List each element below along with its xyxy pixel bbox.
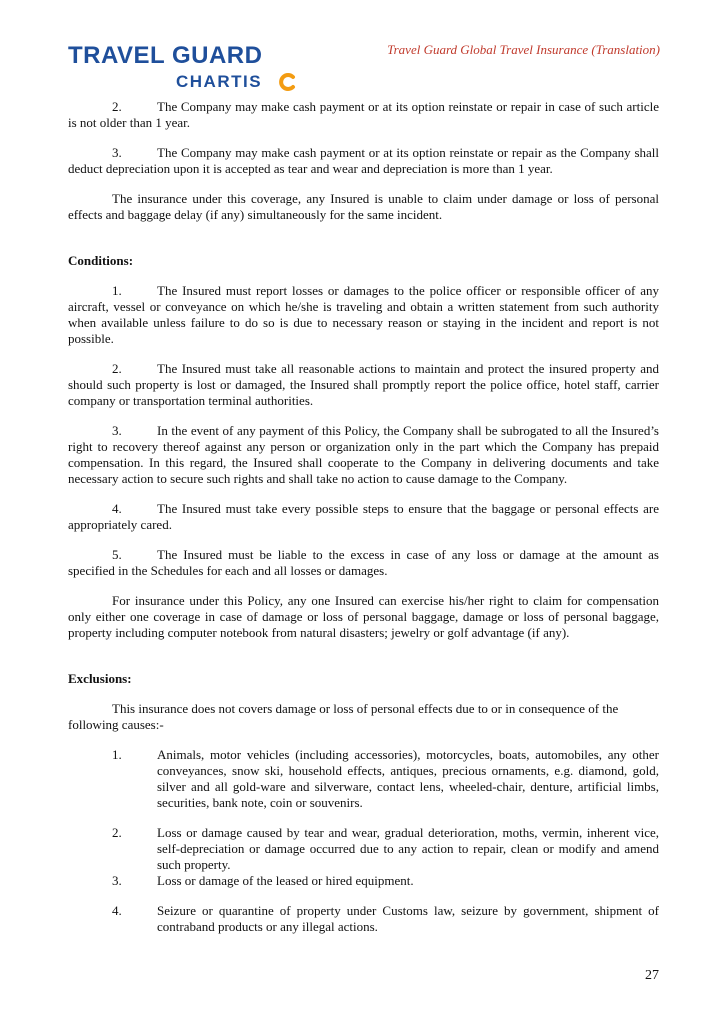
exclusion-item: 2. Loss or damage caused by tear and wear, gradual deterioration, moths, vermin, inherent vice, self-depreciation or damage occurred due to any action to repair, clean or modify and amend such property.	[112, 825, 659, 872]
exclusion-item: 1. Animals, motor vehicles (including accessories), motorcycles, boats, automobiles, any other conveyances, snow ski, household effects, antiques, precious ornaments, e.g. diamond, gold, silver and all gold-ware and silverware, contact lens, wheeled-chair, denture, artificial limbs, securities, bank note, coin or souvenirs.	[112, 747, 659, 810]
coverage-item-3: 3. The Company may make cash payment or at its option reinstate or repair as the Company shall deduct depreciation upon it is accepted as tear and wear and depreciation is more than 1 year.	[68, 145, 659, 176]
exclusions-heading: Exclusions:	[68, 671, 132, 686]
condition-item: 1. The Insured must report losses or damages to the police officer or responsible officer of any aircraft, vessel or conveyance on which he/she is traveling and obtain a written statement from such authority when available unless failure to do so is due to necessary reason or staying in the incident and report is not possible.	[68, 283, 659, 346]
travel-guard-logo	[68, 42, 308, 100]
condition-item: 4. The Insured must take every possible steps to ensure that the baggage or personal effects are appropriately cared.	[68, 501, 659, 532]
logo-subtext: CHARTIS	[176, 72, 263, 91]
coverage-item-2: 2. The Company may make cash payment or at its option reinstate or repair in case of such article is not older than 1 year.	[68, 99, 659, 130]
exclusion-item: 4. Seizure or quarantine of property under Customs law, seizure by government, shipment of contraband products or any illegal actions.	[112, 903, 659, 934]
document-body	[68, 99, 659, 935]
exclusion-item: 3. Loss or damage of the leased or hired equipment.	[112, 873, 414, 888]
conditions-heading: Conditions:	[68, 253, 134, 268]
condition-item: 5. The Insured must be liable to the excess in case of any loss or damage at the amount as specified in the Schedules for each and all losses or damages.	[68, 547, 659, 578]
header-title: Travel Guard Global Travel Insurance (Translation)	[387, 42, 660, 57]
coverage-note: The insurance under this coverage, any Insured is unable to claim under damage or loss of personal effects and baggage delay (if any) simultaneously for the same incident.	[68, 191, 659, 222]
exclusions-intro: This insurance does not covers damage or loss of personal effects due to or in consequence of the following causes:-	[68, 701, 619, 732]
logo-text: TRAVEL GUARD	[68, 42, 263, 69]
page-number: 27	[645, 968, 659, 983]
condition-item: 3. In the event of any payment of this Policy, the Company shall be subrogated to all the Insured’s right to recovery thereof against any person or organization only in the part which the Company has prepaid compensation. In this regard, the Insured shall cooperate to the Company in delivering documents and take necessary action to secure such rights and shall take no action to cause damage to the Company.	[68, 423, 659, 486]
chartis-swoosh-icon	[278, 73, 296, 91]
condition-item: 2. The Insured must take all reasonable actions to maintain and protect the insured property and should such property is lost or damaged, the Insured shall promptly report the police office, hotel staff, carrier company or transportation terminal authorities.	[68, 361, 659, 408]
conditions-note: For insurance under this Policy, any one Insured can exercise his/her right to claim for compensation only either one coverage in case of damage or loss of personal baggage, damage or loss of personal baggage, property including computer notebook from natural disasters; jewelry or golf advantage (if any).	[68, 593, 659, 640]
